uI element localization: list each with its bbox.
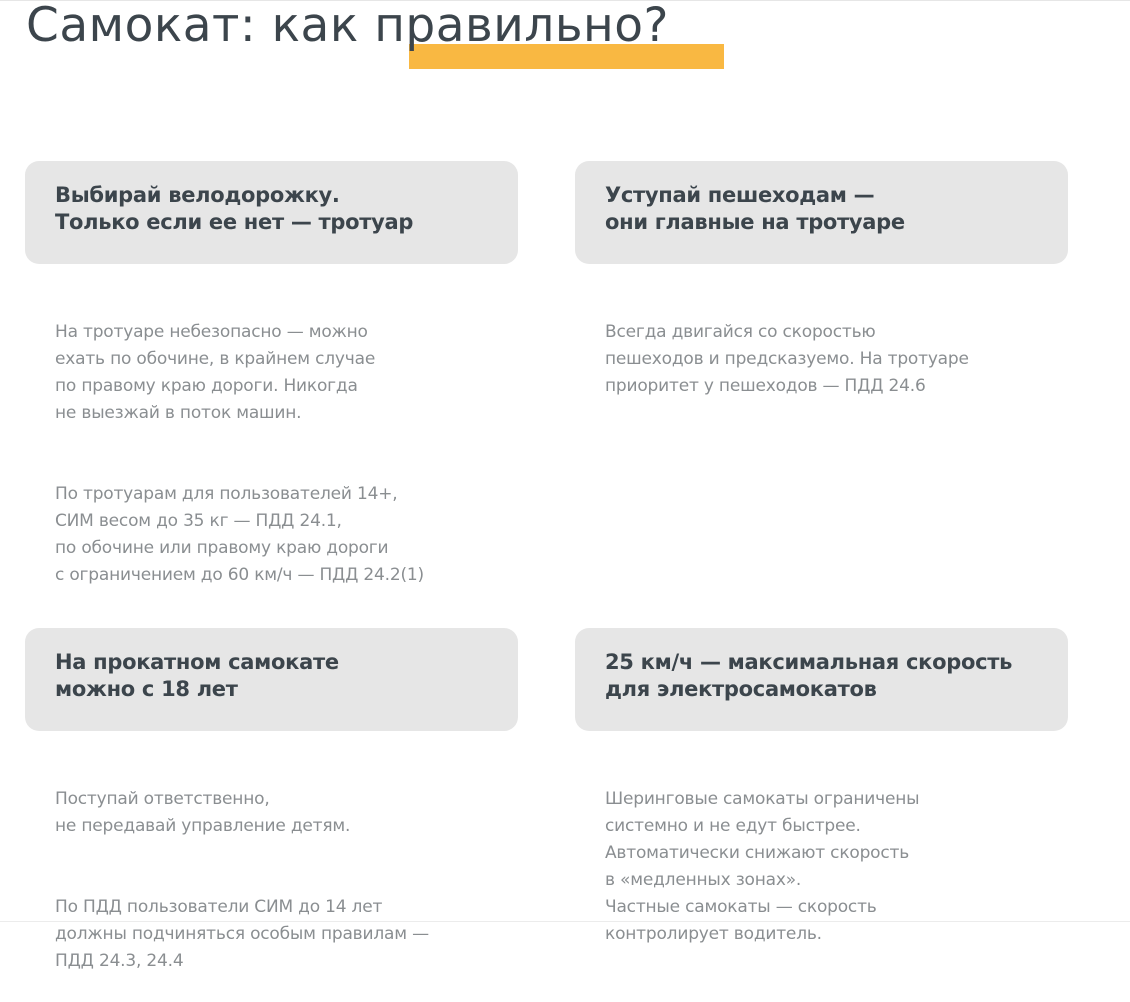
body-paragraph: На тротуаре небезопасно — можно ехать по обочине, в крайнем случае по правому краю дороги. Никогда не выезжай в поток машин. xyxy=(55,322,376,423)
card-heading: На прокатном самокате можно с 18 лет xyxy=(55,650,339,701)
card-heading: 25 км/ч — максимальная скорость для электросамокатов xyxy=(605,650,1013,701)
card-heading: Выбирай велодорожку. Только если ее нет — тротуар xyxy=(55,183,414,234)
rule-card-pedestrians xyxy=(575,161,1068,264)
body-paragraph: Шеринговые самокаты ограничены системно и не едут быстрее. Автоматически снижают скорость в «медленных зонах». Частные самокаты — скорость контролирует водитель. xyxy=(605,789,920,944)
body-paragraph: Всегда двигайся со скоростью пешеходов и предсказуемо. На тротуаре приоритет у пешеходов — ПДД 24.6 xyxy=(605,322,969,396)
rule-body-pedestrians xyxy=(605,292,969,427)
rule-card-rental-age xyxy=(25,628,518,731)
body-paragraph: По тротуарам для пользователей 14+, СИМ весом до 35 кг — ПДД 24.1, по обочине или правому краю дороги с ограничением до 60 км/ч — ПДД 24.2(1) xyxy=(55,484,424,585)
rule-body-bike-lane xyxy=(55,292,424,616)
bottom-divider xyxy=(0,921,1130,922)
body-paragraph: Поступай ответственно, не передавай управление детям. xyxy=(55,789,351,836)
page-title: Самокат: как правильно? xyxy=(26,0,669,53)
rule-body-rental-age xyxy=(55,759,429,1002)
card-heading: Уступай пешеходам — они главные на тротуаре xyxy=(605,183,905,234)
body-paragraph: По ПДД пользователи СИМ до 14 лет должны подчиняться особым правилам — ПДД 24.3, 24.4 xyxy=(55,897,429,971)
rule-card-max-speed xyxy=(575,628,1068,731)
rule-body-max-speed xyxy=(605,759,919,975)
rule-card-bike-lane xyxy=(25,161,518,264)
